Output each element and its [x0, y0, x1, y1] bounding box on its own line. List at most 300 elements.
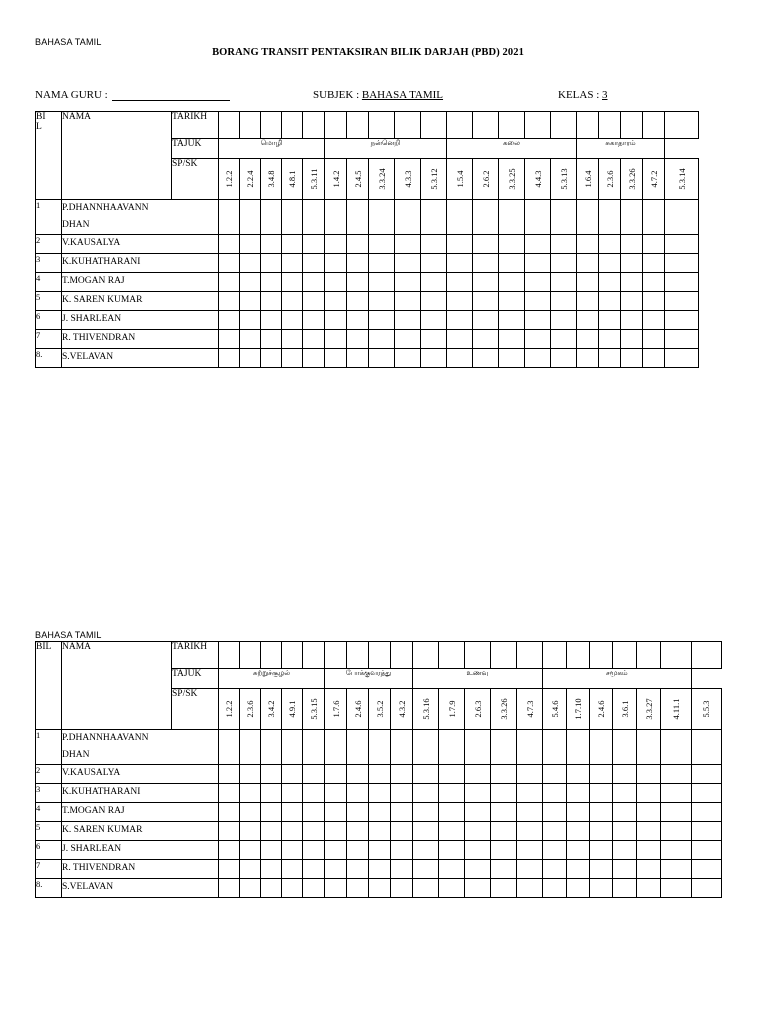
date-cell[interactable] [643, 112, 665, 139]
date-cell[interactable] [543, 642, 567, 669]
date-cell[interactable] [303, 112, 325, 139]
score-cell[interactable] [613, 784, 637, 803]
score-cell[interactable] [637, 860, 661, 879]
score-cell[interactable] [439, 860, 465, 879]
date-cell[interactable] [347, 642, 369, 669]
score-cell[interactable] [219, 879, 240, 898]
score-cell[interactable] [261, 200, 282, 235]
date-cell[interactable] [661, 642, 692, 669]
date-cell[interactable] [261, 642, 282, 669]
score-cell[interactable] [413, 841, 439, 860]
score-cell[interactable] [325, 235, 347, 254]
score-cell[interactable] [447, 273, 473, 292]
score-cell[interactable] [347, 311, 369, 330]
score-cell[interactable] [465, 822, 491, 841]
score-cell[interactable] [303, 879, 325, 898]
date-cell[interactable] [465, 642, 491, 669]
score-cell[interactable] [525, 200, 551, 235]
score-cell[interactable] [665, 349, 699, 368]
score-cell[interactable] [325, 803, 347, 822]
score-cell[interactable] [439, 730, 465, 765]
score-cell[interactable] [421, 311, 447, 330]
date-cell[interactable] [347, 112, 369, 139]
score-cell[interactable] [567, 784, 590, 803]
score-cell[interactable] [395, 200, 421, 235]
score-cell[interactable] [325, 292, 347, 311]
score-cell[interactable] [439, 822, 465, 841]
score-cell[interactable] [491, 822, 517, 841]
score-cell[interactable] [567, 879, 590, 898]
score-cell[interactable] [282, 765, 303, 784]
score-cell[interactable] [325, 273, 347, 292]
score-cell[interactable] [577, 330, 599, 349]
score-cell[interactable] [347, 349, 369, 368]
score-cell[interactable] [325, 254, 347, 273]
score-cell[interactable] [473, 311, 499, 330]
date-cell[interactable] [413, 642, 439, 669]
score-cell[interactable] [219, 765, 240, 784]
score-cell[interactable] [665, 311, 699, 330]
date-cell[interactable] [665, 112, 699, 139]
score-cell[interactable] [447, 200, 473, 235]
date-cell[interactable] [491, 642, 517, 669]
score-cell[interactable] [347, 822, 369, 841]
score-cell[interactable] [621, 235, 643, 254]
score-cell[interactable] [240, 730, 261, 765]
score-cell[interactable] [590, 765, 613, 784]
score-cell[interactable] [347, 730, 369, 765]
score-cell[interactable] [661, 765, 692, 784]
score-cell[interactable] [347, 765, 369, 784]
score-cell[interactable] [691, 730, 722, 765]
date-cell[interactable] [691, 642, 722, 669]
score-cell[interactable] [613, 730, 637, 765]
score-cell[interactable] [473, 200, 499, 235]
score-cell[interactable] [240, 803, 261, 822]
score-cell[interactable] [395, 311, 421, 330]
score-cell[interactable] [491, 730, 517, 765]
score-cell[interactable] [543, 841, 567, 860]
score-cell[interactable] [325, 200, 347, 235]
score-cell[interactable] [219, 200, 240, 235]
score-cell[interactable] [499, 330, 525, 349]
score-cell[interactable] [643, 273, 665, 292]
score-cell[interactable] [347, 879, 369, 898]
score-cell[interactable] [577, 273, 599, 292]
score-cell[interactable] [219, 784, 240, 803]
score-cell[interactable] [369, 860, 391, 879]
score-cell[interactable] [303, 860, 325, 879]
score-cell[interactable] [303, 349, 325, 368]
score-cell[interactable] [473, 273, 499, 292]
score-cell[interactable] [465, 860, 491, 879]
date-cell[interactable] [473, 112, 499, 139]
score-cell[interactable] [325, 841, 347, 860]
score-cell[interactable] [395, 292, 421, 311]
score-cell[interactable] [447, 254, 473, 273]
score-cell[interactable] [240, 200, 261, 235]
score-cell[interactable] [219, 273, 240, 292]
score-cell[interactable] [525, 292, 551, 311]
score-cell[interactable] [637, 730, 661, 765]
score-cell[interactable] [303, 822, 325, 841]
score-cell[interactable] [499, 349, 525, 368]
score-cell[interactable] [567, 765, 590, 784]
score-cell[interactable] [577, 349, 599, 368]
score-cell[interactable] [303, 803, 325, 822]
date-cell[interactable] [599, 112, 621, 139]
score-cell[interactable] [261, 879, 282, 898]
score-cell[interactable] [282, 200, 303, 235]
score-cell[interactable] [525, 349, 551, 368]
score-cell[interactable] [413, 765, 439, 784]
score-cell[interactable] [491, 784, 517, 803]
score-cell[interactable] [240, 784, 261, 803]
score-cell[interactable] [525, 273, 551, 292]
score-cell[interactable] [691, 860, 722, 879]
score-cell[interactable] [491, 803, 517, 822]
score-cell[interactable] [691, 841, 722, 860]
score-cell[interactable] [577, 292, 599, 311]
score-cell[interactable] [369, 822, 391, 841]
score-cell[interactable] [391, 784, 413, 803]
score-cell[interactable] [590, 860, 613, 879]
score-cell[interactable] [543, 784, 567, 803]
score-cell[interactable] [413, 822, 439, 841]
score-cell[interactable] [325, 879, 347, 898]
date-cell[interactable] [577, 112, 599, 139]
score-cell[interactable] [369, 273, 395, 292]
score-cell[interactable] [240, 822, 261, 841]
score-cell[interactable] [421, 292, 447, 311]
score-cell[interactable] [261, 254, 282, 273]
score-cell[interactable] [691, 822, 722, 841]
score-cell[interactable] [282, 311, 303, 330]
score-cell[interactable] [369, 200, 395, 235]
date-cell[interactable] [282, 642, 303, 669]
score-cell[interactable] [261, 311, 282, 330]
score-cell[interactable] [421, 273, 447, 292]
score-cell[interactable] [347, 292, 369, 311]
score-cell[interactable] [391, 730, 413, 765]
score-cell[interactable] [303, 765, 325, 784]
score-cell[interactable] [517, 730, 543, 765]
score-cell[interactable] [567, 841, 590, 860]
date-cell[interactable] [369, 642, 391, 669]
date-cell[interactable] [369, 112, 395, 139]
score-cell[interactable] [691, 784, 722, 803]
score-cell[interactable] [369, 784, 391, 803]
score-cell[interactable] [590, 841, 613, 860]
score-cell[interactable] [439, 803, 465, 822]
score-cell[interactable] [599, 273, 621, 292]
score-cell[interactable] [421, 330, 447, 349]
score-cell[interactable] [447, 311, 473, 330]
score-cell[interactable] [347, 841, 369, 860]
score-cell[interactable] [369, 254, 395, 273]
score-cell[interactable] [240, 330, 261, 349]
date-cell[interactable] [325, 642, 347, 669]
score-cell[interactable] [303, 784, 325, 803]
score-cell[interactable] [421, 254, 447, 273]
score-cell[interactable] [369, 292, 395, 311]
score-cell[interactable] [282, 730, 303, 765]
score-cell[interactable] [391, 822, 413, 841]
score-cell[interactable] [551, 349, 577, 368]
score-cell[interactable] [303, 841, 325, 860]
score-cell[interactable] [219, 254, 240, 273]
score-cell[interactable] [240, 292, 261, 311]
date-cell[interactable] [391, 642, 413, 669]
score-cell[interactable] [661, 860, 692, 879]
score-cell[interactable] [282, 273, 303, 292]
score-cell[interactable] [665, 200, 699, 235]
score-cell[interactable] [261, 730, 282, 765]
score-cell[interactable] [567, 822, 590, 841]
score-cell[interactable] [240, 254, 261, 273]
score-cell[interactable] [219, 803, 240, 822]
score-cell[interactable] [303, 235, 325, 254]
score-cell[interactable] [465, 803, 491, 822]
date-cell[interactable] [517, 642, 543, 669]
score-cell[interactable] [282, 803, 303, 822]
date-cell[interactable] [551, 112, 577, 139]
date-cell[interactable] [261, 112, 282, 139]
score-cell[interactable] [240, 311, 261, 330]
score-cell[interactable] [665, 330, 699, 349]
score-cell[interactable] [303, 330, 325, 349]
score-cell[interactable] [543, 765, 567, 784]
score-cell[interactable] [599, 200, 621, 235]
score-cell[interactable] [465, 765, 491, 784]
score-cell[interactable] [219, 822, 240, 841]
score-cell[interactable] [525, 254, 551, 273]
score-cell[interactable] [599, 349, 621, 368]
score-cell[interactable] [543, 803, 567, 822]
score-cell[interactable] [465, 879, 491, 898]
score-cell[interactable] [261, 860, 282, 879]
score-cell[interactable] [439, 879, 465, 898]
score-cell[interactable] [219, 860, 240, 879]
score-cell[interactable] [551, 292, 577, 311]
score-cell[interactable] [219, 292, 240, 311]
score-cell[interactable] [325, 822, 347, 841]
score-cell[interactable] [525, 311, 551, 330]
score-cell[interactable] [395, 330, 421, 349]
score-cell[interactable] [525, 235, 551, 254]
date-cell[interactable] [621, 112, 643, 139]
score-cell[interactable] [665, 273, 699, 292]
score-cell[interactable] [473, 235, 499, 254]
score-cell[interactable] [525, 330, 551, 349]
score-cell[interactable] [282, 784, 303, 803]
score-cell[interactable] [637, 879, 661, 898]
score-cell[interactable] [369, 879, 391, 898]
score-cell[interactable] [499, 200, 525, 235]
score-cell[interactable] [413, 730, 439, 765]
score-cell[interactable] [643, 292, 665, 311]
score-cell[interactable] [599, 330, 621, 349]
score-cell[interactable] [491, 841, 517, 860]
score-cell[interactable] [282, 349, 303, 368]
score-cell[interactable] [613, 803, 637, 822]
score-cell[interactable] [261, 841, 282, 860]
score-cell[interactable] [240, 879, 261, 898]
score-cell[interactable] [447, 330, 473, 349]
score-cell[interactable] [567, 803, 590, 822]
score-cell[interactable] [491, 765, 517, 784]
score-cell[interactable] [325, 730, 347, 765]
score-cell[interactable] [621, 200, 643, 235]
score-cell[interactable] [369, 841, 391, 860]
score-cell[interactable] [369, 311, 395, 330]
score-cell[interactable] [395, 254, 421, 273]
score-cell[interactable] [219, 330, 240, 349]
score-cell[interactable] [599, 292, 621, 311]
score-cell[interactable] [551, 200, 577, 235]
score-cell[interactable] [613, 765, 637, 784]
score-cell[interactable] [261, 349, 282, 368]
date-cell[interactable] [282, 112, 303, 139]
date-cell[interactable] [637, 642, 661, 669]
score-cell[interactable] [661, 822, 692, 841]
date-cell[interactable] [421, 112, 447, 139]
score-cell[interactable] [261, 273, 282, 292]
score-cell[interactable] [369, 803, 391, 822]
score-cell[interactable] [551, 330, 577, 349]
date-cell[interactable] [499, 112, 525, 139]
score-cell[interactable] [599, 235, 621, 254]
date-cell[interactable] [219, 112, 240, 139]
score-cell[interactable] [261, 822, 282, 841]
score-cell[interactable] [395, 273, 421, 292]
score-cell[interactable] [551, 273, 577, 292]
score-cell[interactable] [465, 841, 491, 860]
score-cell[interactable] [517, 860, 543, 879]
score-cell[interactable] [325, 784, 347, 803]
score-cell[interactable] [261, 235, 282, 254]
score-cell[interactable] [665, 254, 699, 273]
score-cell[interactable] [261, 292, 282, 311]
score-cell[interactable] [391, 879, 413, 898]
score-cell[interactable] [613, 879, 637, 898]
score-cell[interactable] [413, 784, 439, 803]
score-cell[interactable] [465, 784, 491, 803]
score-cell[interactable] [391, 803, 413, 822]
score-cell[interactable] [240, 349, 261, 368]
score-cell[interactable] [590, 784, 613, 803]
score-cell[interactable] [325, 330, 347, 349]
score-cell[interactable] [347, 784, 369, 803]
score-cell[interactable] [491, 879, 517, 898]
score-cell[interactable] [637, 822, 661, 841]
score-cell[interactable] [643, 349, 665, 368]
score-cell[interactable] [517, 879, 543, 898]
date-cell[interactable] [240, 642, 261, 669]
score-cell[interactable] [303, 292, 325, 311]
score-cell[interactable] [637, 841, 661, 860]
score-cell[interactable] [413, 879, 439, 898]
score-cell[interactable] [369, 765, 391, 784]
score-cell[interactable] [325, 860, 347, 879]
score-cell[interactable] [577, 235, 599, 254]
score-cell[interactable] [447, 349, 473, 368]
score-cell[interactable] [282, 235, 303, 254]
score-cell[interactable] [369, 730, 391, 765]
score-cell[interactable] [473, 330, 499, 349]
score-cell[interactable] [413, 860, 439, 879]
score-cell[interactable] [439, 784, 465, 803]
score-cell[interactable] [643, 330, 665, 349]
score-cell[interactable] [691, 879, 722, 898]
score-cell[interactable] [551, 235, 577, 254]
score-cell[interactable] [421, 349, 447, 368]
score-cell[interactable] [543, 860, 567, 879]
score-cell[interactable] [439, 841, 465, 860]
score-cell[interactable] [551, 254, 577, 273]
score-cell[interactable] [219, 349, 240, 368]
score-cell[interactable] [637, 784, 661, 803]
score-cell[interactable] [621, 311, 643, 330]
score-cell[interactable] [219, 730, 240, 765]
score-cell[interactable] [347, 254, 369, 273]
score-cell[interactable] [219, 235, 240, 254]
date-cell[interactable] [303, 642, 325, 669]
score-cell[interactable] [517, 803, 543, 822]
score-cell[interactable] [621, 292, 643, 311]
score-cell[interactable] [369, 349, 395, 368]
score-cell[interactable] [325, 349, 347, 368]
score-cell[interactable] [240, 860, 261, 879]
score-cell[interactable] [499, 273, 525, 292]
score-cell[interactable] [219, 311, 240, 330]
date-cell[interactable] [325, 112, 347, 139]
score-cell[interactable] [413, 803, 439, 822]
score-cell[interactable] [261, 330, 282, 349]
score-cell[interactable] [369, 235, 395, 254]
score-cell[interactable] [282, 292, 303, 311]
date-cell[interactable] [525, 112, 551, 139]
score-cell[interactable] [439, 765, 465, 784]
score-cell[interactable] [473, 292, 499, 311]
score-cell[interactable] [517, 822, 543, 841]
score-cell[interactable] [621, 273, 643, 292]
score-cell[interactable] [599, 254, 621, 273]
score-cell[interactable] [447, 292, 473, 311]
score-cell[interactable] [661, 841, 692, 860]
score-cell[interactable] [499, 311, 525, 330]
score-cell[interactable] [590, 730, 613, 765]
score-cell[interactable] [613, 822, 637, 841]
score-cell[interactable] [240, 273, 261, 292]
score-cell[interactable] [621, 349, 643, 368]
score-cell[interactable] [590, 879, 613, 898]
score-cell[interactable] [567, 730, 590, 765]
score-cell[interactable] [577, 311, 599, 330]
score-cell[interactable] [421, 200, 447, 235]
score-cell[interactable] [567, 860, 590, 879]
score-cell[interactable] [261, 784, 282, 803]
score-cell[interactable] [391, 860, 413, 879]
score-cell[interactable] [543, 822, 567, 841]
score-cell[interactable] [543, 730, 567, 765]
score-cell[interactable] [465, 730, 491, 765]
score-cell[interactable] [391, 841, 413, 860]
score-cell[interactable] [643, 200, 665, 235]
score-cell[interactable] [613, 841, 637, 860]
score-cell[interactable] [261, 803, 282, 822]
score-cell[interactable] [395, 235, 421, 254]
